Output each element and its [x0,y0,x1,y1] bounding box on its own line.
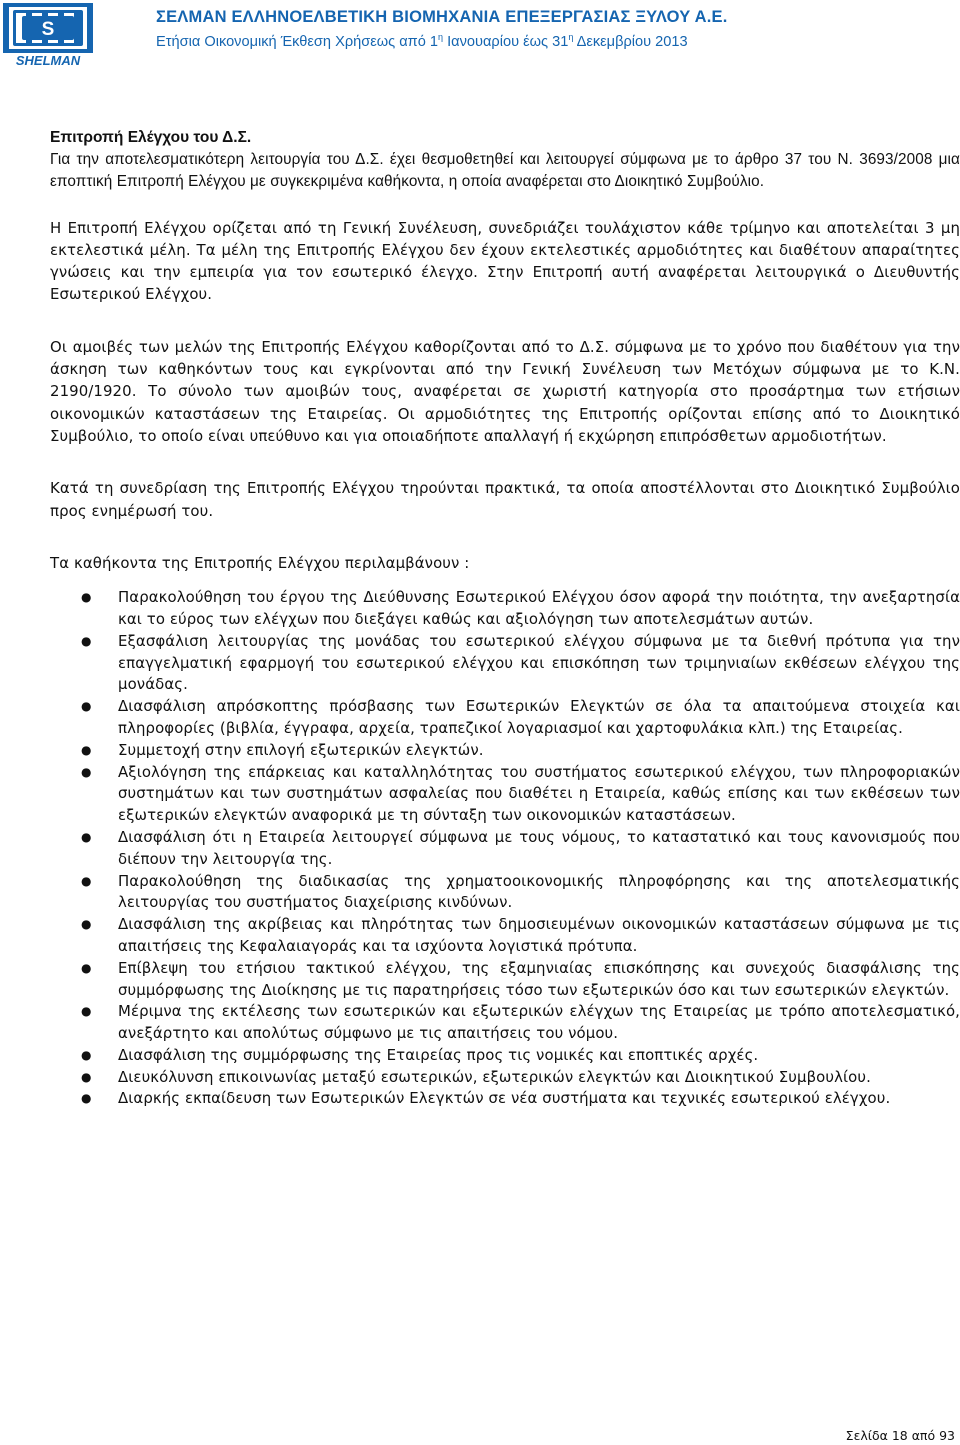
ordinal-sup-2: η [568,32,574,42]
list-item-text: Διαρκής εκπαίδευση των Εσωτερικών Ελεγκτών σε νέα συστήματα και τεχνικές εσωτερικού ελέγχου. [118,1089,891,1108]
paragraph-4: Κατά τη συνεδρίαση της Επιτροπής Ελέγχου τηρούνται πρακτικά, τα οποία αποστέλλονται στο Διοικητικό Συμβούλιο προς ενημέρωσή του. [50,479,960,520]
list-item-text: Διασφάλιση απρόσκοπτης πρόσβασης των Εσωτερικών Ελεγκτών σε όλα τα απαιτούμενα στοιχεία και πληροφορίες (βιβλία, έγγραφα, αρχεία, τραπεζικοί λογαριασμοί και χαρτοφυλάκια κλπ.) της Εταιρείας. [118,697,960,737]
list-item-text: Διευκόλυνση επικοινωνίας μεταξύ εσωτερικών, εξωτερικών ελεγκτών και Διοικητικού Συμβουλίου. [118,1067,871,1086]
report-title-part3: Δεκεμβρίου 2013 [573,33,688,50]
page-number: Σελίδα 18 από 93 [845,1428,955,1443]
bullet-icon: ● [81,590,92,605]
svg-text:S: S [41,19,55,40]
bullet-icon: ● [81,917,92,932]
page-header [0,0,960,80]
list-item [50,914,960,958]
bullet-icon: ● [81,699,92,714]
report-title [156,32,688,50]
bullet-icon: ● [81,1091,92,1106]
list-item [50,871,960,915]
list-item [50,1088,960,1110]
bullet-icon: ● [81,960,92,975]
section-heading: Επιτροπή Ελέγχου του Δ.Σ. [50,129,252,146]
list-item-text: Διασφάλιση ότι η Εταιρεία λειτουργεί σύμφωνα με τους νόμους, το καταστατικό και τους κανονισμούς που διέπουν την λειτουργία της. [118,827,960,868]
list-item-text: Αξιολόγηση της επάρκειας και καταλληλότητας του συστήματος εσωτερικού ελέγχου, των πληροφοριακών συστημάτων και των συστημάτων ασφαλείας που διαθέτει η Εταιρεία, καθώς επίσης και των εκθέσεων των εξωτερικών ελεγκτών αναφορικά με τη σύνταξη των οικονομικών καταστάσεων. [118,762,960,825]
report-title-part1: Ετήσια Οικονομική Έκθεση Χρήσεως από 1 [156,33,439,50]
list-item-text: Μέριμνα της εκτέλεσης των εσωτερικών και εξωτερικών ελέγχων της Εταιρείας με τρόπο αποτελεσματικό, ανεξάρτητο και απολύτως σύμφωνο με τις απαιτήσεις του νόμου. [118,1002,960,1043]
shelman-logo [2,2,94,68]
company-name: ΣΕΛΜΑΝ ΕΛΛΗΝΟΕΛΒΕΤΙΚΗ ΒΙΟΜΗΧΑΝΙΑ ΕΠΕΞΕΡΓΑΣΙΑΣ ΞΥΛΟΥ Α.Ε. [156,8,728,26]
duties-intro: Τα καθήκοντα της Επιτροπής Ελέγχου περιλαμβάνουν : [50,553,470,572]
bullet-icon: ● [81,742,92,757]
paragraph-2: Η Επιτροπή Ελέγχου ορίζεται από τη Γενική Συνέλευση, συνεδριάζει τουλάχιστον κάθε τρίμηνο και αποτελείται 3 μη εκτελεστικά μέλη. Τα μέλη της Επιτροπής Ελέγχου δεν έχουν εκτελεστικές αρμοδιότητες και διαθέτουν απαραίτητες γνώσεις και την εμπειρία για τον εσωτερικό έλεγχο. Στην Επιτροπή αυτή αναφέρεται λειτουργικά ο Διευθυντής Εσωτερικού Ελέγχου. [50,218,960,304]
paragraph-3: Οι αμοιβές των μελών της Επιτροπής Ελέγχου καθορίζονται από το Δ.Σ. σύμφωνα με το χρόνο που διαθέτουν για την άσκηση των καθηκόντων τους και εγκρίνονται από την Γενική Συνέλευση των Μετόχων σύμφωνα με το Κ.Ν. 2190/1920. Το σύνολο των αμοιβών τους, αναφέρεται σε χωριστή κατηγορία στο προσάρτημα των ετήσιων οικονομικών καταστάσεων της Εταιρείας. Οι αρμοδιότητες της Επιτροπής ορίζονται επίσης από το Διοικητικό Συμβούλιο, το οποίο είναι υπεύθυνο και για οποιαδήποτε απαλλαγή ή εκχώρηση επιπρόσθετων αρμοδιοτήτων. [50,337,960,445]
bullet-icon: ● [81,1047,92,1062]
svg-text:SHELMAN: SHELMAN [15,53,81,68]
list-item [50,587,960,631]
list-item [50,762,960,827]
list-item [50,1045,960,1067]
list-item-text: Διασφάλιση της ακρίβειας και πληρότητας των δημοσιευμένων οικονομικών καταστάσεων σύμφωνα με τις απαιτήσεις της Κεφαλαιαγοράς και τα ισχύοντα λογιστικά πρότυπα. [118,915,960,955]
bullet-icon: ● [81,764,92,779]
bullet-icon: ● [81,633,92,648]
list-item-text: Διασφάλιση της συμμόρφωσης της Εταιρείας προς τις νομικές και εποπτικές αρχές. [118,1045,759,1064]
list-item-text: Συμμετοχή στην επιλογή εξωτερικών ελεγκτών. [118,740,484,759]
list-item [50,827,960,871]
list-item [50,696,960,740]
bullet-icon: ● [81,1004,92,1019]
list-item-text: Παρακολούθηση του έργου της Διεύθυνσης Εσωτερικού Ελέγχου όσον αφορά την ποιότητα, την ανεξαρτησία και το εύρος των ελέγχων που διεξάγει καθώς και αξιολόγηση των αποτελεσμάτων αυτών. [118,588,960,628]
bullet-icon: ● [81,873,92,888]
list-item-text: Επίβλεψη του ετήσιου τακτικού ελέγχου, της εξαμηνιαίας επισκόπησης και συνεχούς διασφάλισης της συμμόρφωσης της Διοίκησης με τις παρατηρήσεις τόσο των εξωτερικών όσο και των εσωτερικών ελεγκτών. [118,958,960,999]
document-body [50,127,960,1110]
list-item-text: Παρακολούθηση της διαδικασίας της χρηματοοικονομικής πληροφόρησης και της αποτελεσματικής λειτουργίας του συστήματος διαχείρισης κινδύνων. [118,871,960,912]
list-item [50,740,960,762]
bullet-icon: ● [81,829,92,844]
bullet-icon: ● [81,1069,92,1084]
list-item [50,1001,960,1045]
list-item-text: Εξασφάλιση λειτουργίας της μονάδας του εσωτερικού ελέγχου σύμφωνα με τα διεθνή πρότυπα για την επαγγελματική εφαρμογή του εσωτερικού ελέγχου και επισκόπηση των τριμηνιαίων εκθέσεων ελέγχου της μονάδας. [118,631,960,694]
paragraph-1: Για την αποτελεσματικότερη λειτουργία του Δ.Σ. έχει θεσμοθετηθεί και λειτουργεί σύμφωνα με το άρθρο 37 του Ν. 3693/2008 μια εποπτική Επιτροπή Ελέγχου με συγκεκριμένα καθήκοντα, η οποία αναφέρεται στο Διοικητικό Συμβούλιο. [50,151,960,191]
list-item [50,958,960,1002]
ordinal-sup-1: η [438,32,444,42]
duties-list [50,587,960,1110]
list-item [50,1067,960,1089]
list-item [50,631,960,696]
report-title-part2: Ιανουαρίου έως 31 [443,33,569,50]
